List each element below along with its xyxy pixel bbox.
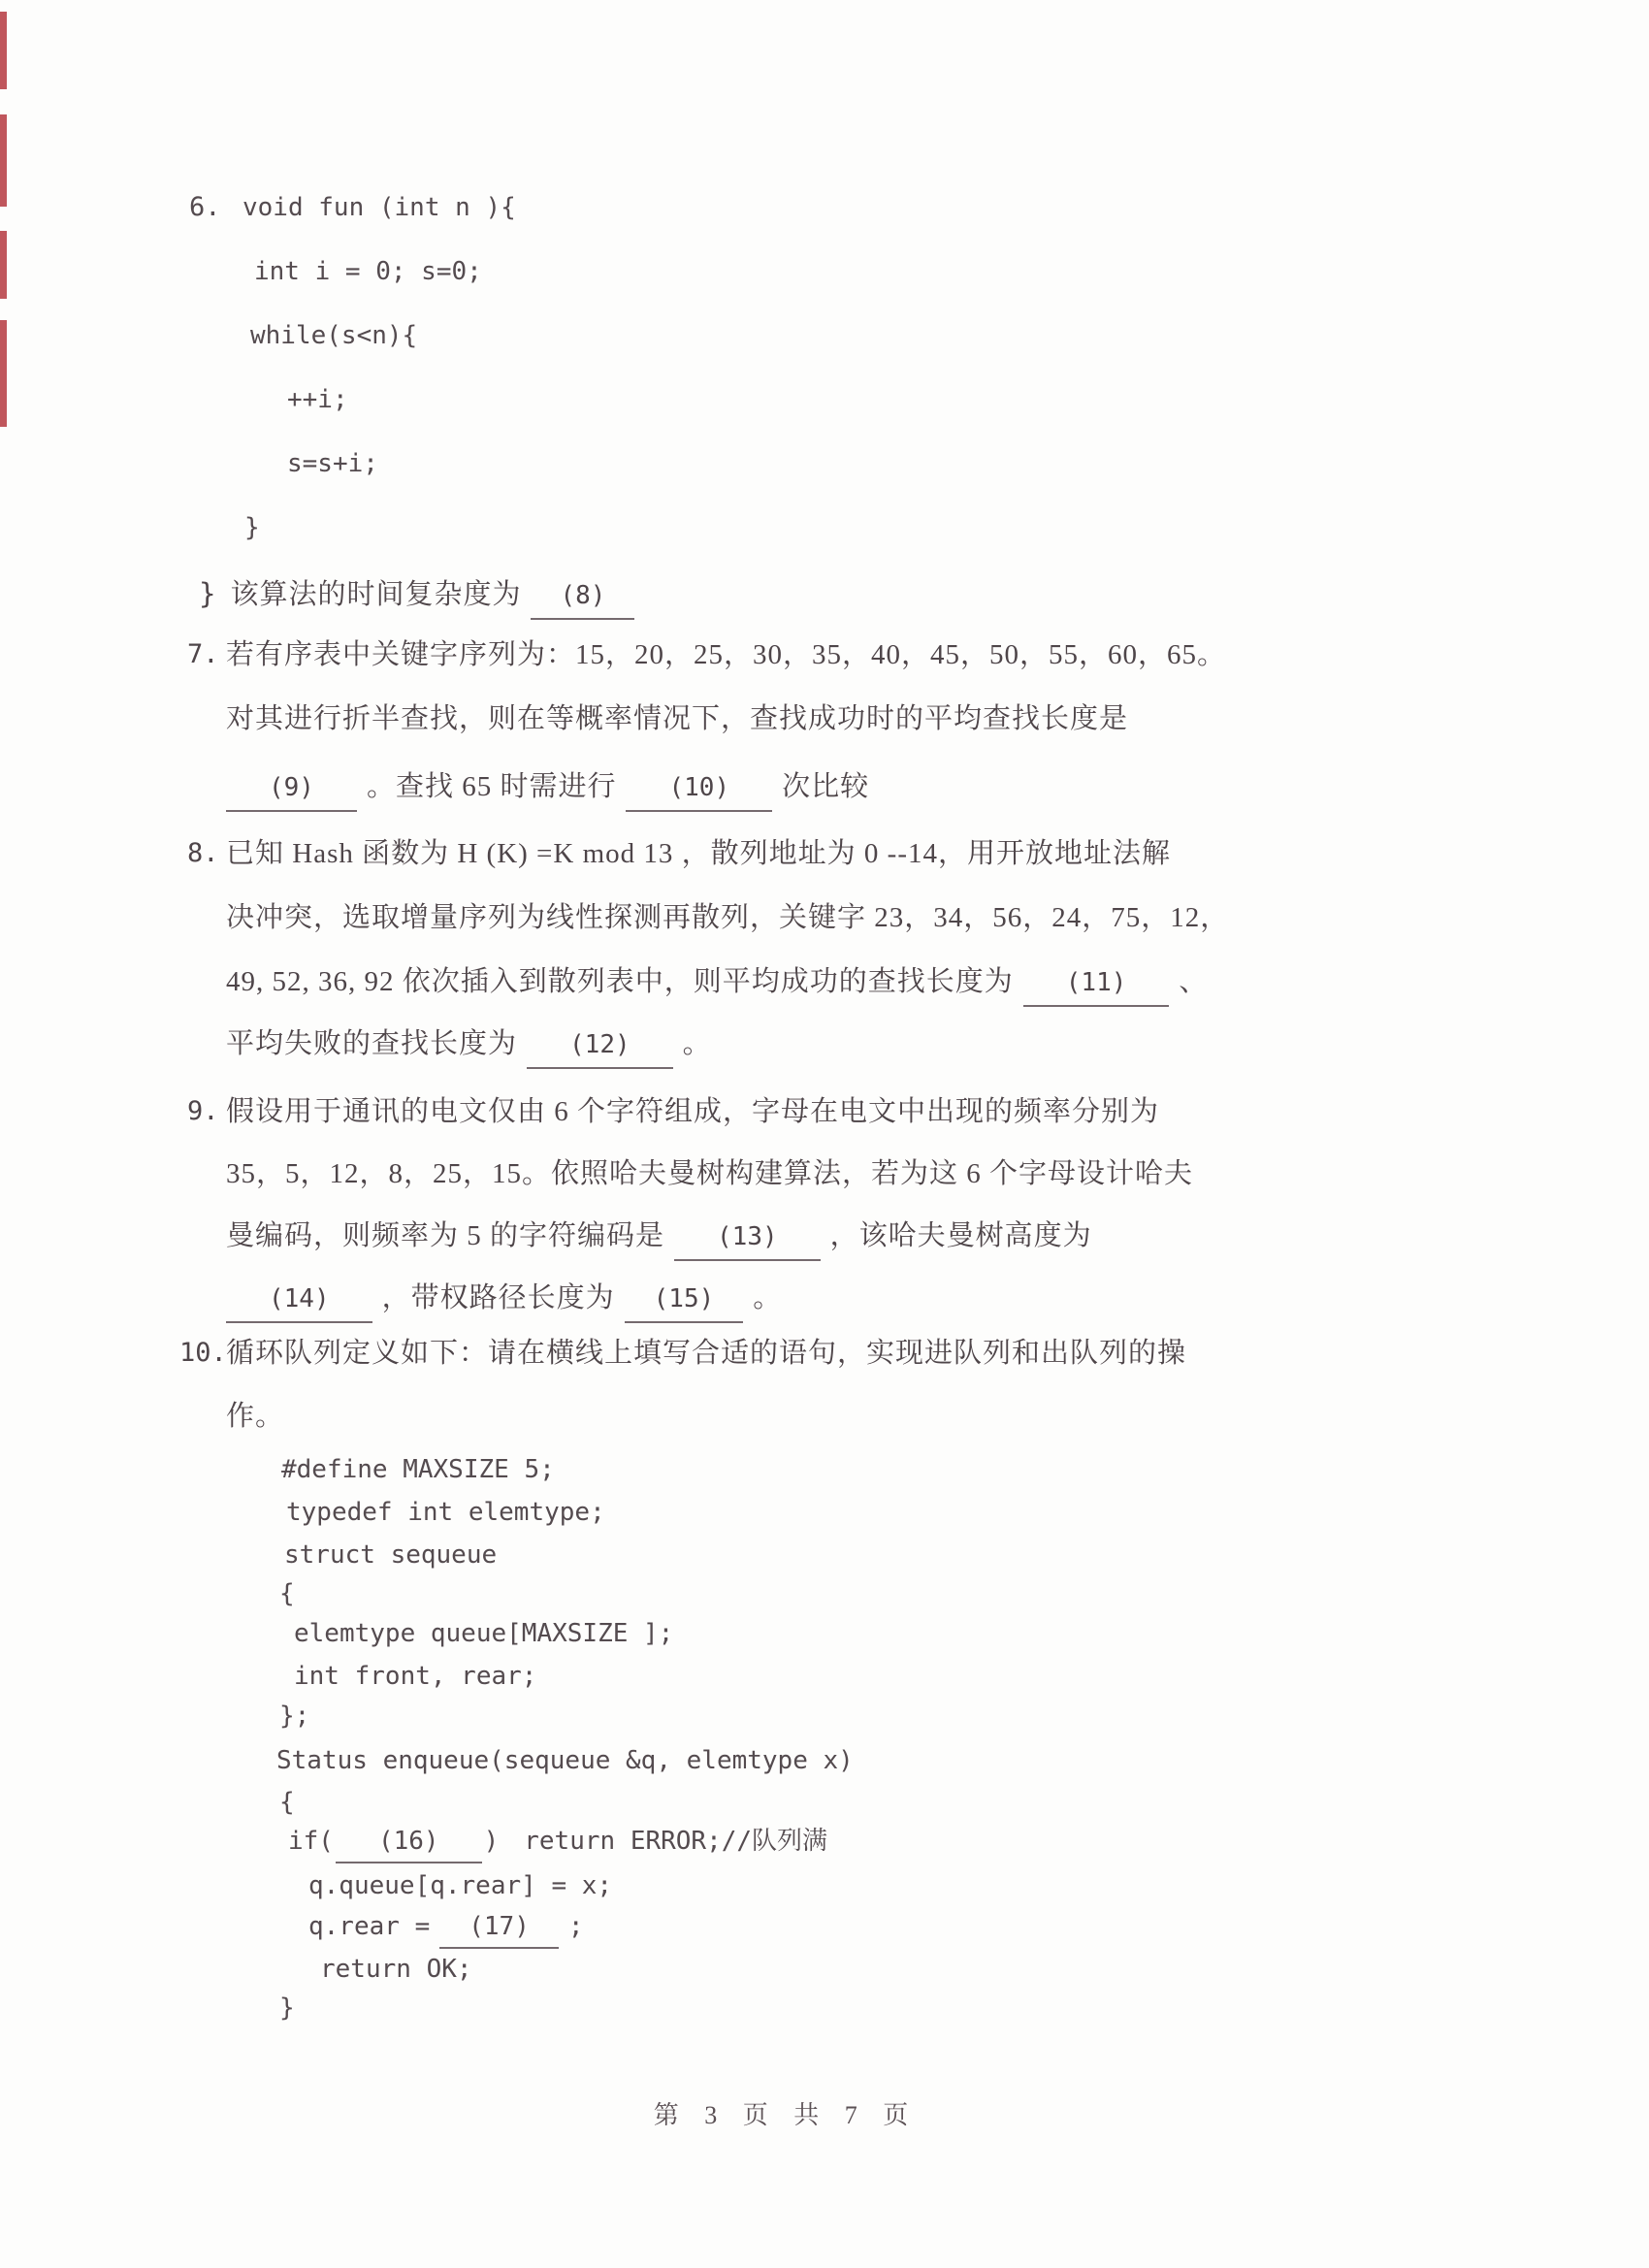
- scan-artifact: [0, 320, 7, 427]
- q10-code-line-4: [279, 1576, 295, 1611]
- q6-answer-line: [199, 574, 644, 620]
- scan-artifact: [0, 231, 7, 299]
- q10-code-line-7: [279, 1699, 309, 1733]
- q9-line-3: [226, 1216, 1092, 1261]
- blank-15: (15): [625, 1280, 744, 1323]
- scan-artifact: [0, 114, 7, 207]
- q10-code-line-3: [284, 1538, 497, 1572]
- q10-code-text-8: Status enqueue(sequeue &q, elemtype x): [276, 1746, 854, 1775]
- q6-code-text-6: }: [244, 513, 260, 542]
- q10-code-text-13: return OK;: [320, 1955, 472, 1984]
- q10-code-line-14: [279, 1991, 295, 2025]
- q10-code-text-3: struct sequeue: [284, 1540, 498, 1570]
- q8-line-2: [226, 898, 1229, 937]
- q10-code-line-8: [276, 1743, 854, 1778]
- q7-text-2: 对其进行折半查找，则在等概率情况下，查找成功时的平均查找长度是: [226, 703, 1129, 734]
- q10-code-line-11: [308, 1868, 612, 1903]
- blank-11: (11): [1023, 963, 1170, 1007]
- q9-text-1: 假设用于通讯的电文仅由 6 个字符组成，字母在电文中出现的频率分别为: [226, 1096, 1160, 1127]
- q9-text-2: 35，5，12，8，25，15。依照哈夫曼树构建算法，若为这 6 个字母设计哈夫: [226, 1158, 1194, 1189]
- q7-number: 7.: [187, 639, 219, 669]
- q9-text-4a: ，带权路径长度为: [381, 1282, 615, 1313]
- q6-code-line-4: [287, 382, 348, 417]
- q8-line-1: [187, 834, 1171, 873]
- q7-line-3: [226, 767, 869, 812]
- blank-16: (16): [336, 1824, 482, 1863]
- q10-code-text-2: typedef int elemtype;: [286, 1498, 605, 1527]
- q10-code-line-1: [281, 1452, 555, 1487]
- q10-rear-text: q.rear =: [308, 1912, 431, 1941]
- q10-text-1: 循环队列定义如下：请在横线上填写合适的语句，实现进队列和出队列的操: [226, 1338, 1187, 1369]
- q6-code-line-2: [254, 254, 482, 289]
- q10-code-line-5: [294, 1616, 673, 1651]
- q10-line-1: [179, 1334, 1187, 1373]
- q10-code-text-7: };: [279, 1701, 310, 1731]
- q10-code-text-1: #define MAXSIZE 5;: [281, 1455, 555, 1484]
- q8-text-2: 决冲突，选取增量序列为线性探测再散列，关键字 23，34，56，24，75，12，: [226, 902, 1230, 933]
- q6-code-text-4: ++i;: [287, 385, 348, 414]
- q7-line-2: [226, 699, 1128, 738]
- q10-number: 10.: [179, 1338, 227, 1368]
- q10-code-text-14: }: [279, 1993, 295, 2023]
- q8-number: 8.: [187, 838, 219, 868]
- q7-text-1: 若有序表中关键字序列为：15，20，25，30，35，40，45，50，55，60，65。: [226, 639, 1227, 670]
- q6-code-text-3: while(s<n){: [250, 321, 418, 350]
- blank-10: (10): [626, 768, 772, 812]
- q7-line-1: [187, 635, 1227, 674]
- q10-code-line-6: [294, 1659, 536, 1694]
- blank-9: (9): [226, 768, 357, 812]
- q6-closing-brace: }: [199, 577, 217, 610]
- q10-semicolon: ;: [567, 1912, 584, 1941]
- blank-12: (12): [527, 1025, 673, 1069]
- q8-line-3: [226, 962, 1208, 1007]
- q10-code-line-2: [286, 1495, 605, 1530]
- q6-code-line-3: [250, 318, 417, 353]
- q9-text-3b: ，该哈夫曼树高度为: [829, 1220, 1092, 1251]
- q9-number: 9.: [187, 1096, 219, 1126]
- q10-if-close-paren: ): [483, 1827, 500, 1856]
- q6-number: 6.: [189, 192, 221, 222]
- q10-return-error-text: return ERROR;//队列满: [524, 1827, 828, 1856]
- blank-13: (13): [674, 1217, 821, 1261]
- q10-if-text: if(: [288, 1827, 334, 1856]
- q10-code-line-13: [320, 1952, 472, 1987]
- q10-code-text-5: elemtype queue[MAXSIZE ];: [294, 1619, 674, 1648]
- q10-code-text-9: {: [279, 1788, 295, 1817]
- q7-text-3b: 次比较: [782, 771, 870, 802]
- blank-8: (8): [531, 576, 634, 620]
- q9-text-4b: 。: [753, 1282, 783, 1313]
- q6-tail-text: 该算法的时间复杂度为: [230, 579, 522, 610]
- q8-text-4a: 平均失败的查找长度为: [226, 1028, 518, 1059]
- q9-line-2: [226, 1154, 1193, 1193]
- q9-line-4: [226, 1279, 782, 1323]
- q6-code-line-6: [244, 510, 260, 545]
- q6-code-line-5: [287, 446, 378, 481]
- q8-text-4b: 。: [682, 1028, 712, 1059]
- q10-code-line-12: [308, 1909, 584, 1949]
- q10-code-line-9: [279, 1785, 295, 1820]
- q9-text-3a: 曼编码，则频率为 5 的字符编码是: [226, 1220, 665, 1251]
- q8-text-3b: 、: [1179, 966, 1209, 997]
- q10-line-2: [226, 1397, 284, 1436]
- q10-code-line-10: [288, 1824, 827, 1863]
- blank-17: (17): [439, 1909, 559, 1949]
- q10-code-text-4: {: [279, 1579, 295, 1608]
- q10-code-text-6: int front, rear;: [294, 1662, 537, 1691]
- blank-14: (14): [226, 1280, 372, 1323]
- q6-code-line-1: [189, 190, 516, 225]
- scan-artifact: [0, 12, 7, 89]
- q8-text-3a: 49, 52, 36, 92 依次插入到散列表中，则平均成功的查找长度为: [226, 966, 1014, 997]
- q8-text-1: 已知 Hash 函数为 H (K) =K mod 13 ，散列地址为 0 --14，用开放地址法解: [226, 838, 1171, 869]
- page-footer: 第 3 页 共 7 页: [653, 2101, 919, 2129]
- q10-code-text-11: q.queue[q.rear] = x;: [308, 1871, 613, 1900]
- q6-code-text-2: int i = 0; s=0;: [254, 257, 482, 286]
- q7-text-3a: 。查找 65 时需进行: [366, 771, 617, 802]
- q6-code-text-1: void fun (int n ){: [242, 193, 516, 222]
- q9-line-1: [187, 1092, 1160, 1131]
- q6-code-text-5: s=s+i;: [287, 449, 378, 478]
- q10-text-2: 作。: [226, 1401, 285, 1432]
- q8-line-4: [226, 1024, 712, 1069]
